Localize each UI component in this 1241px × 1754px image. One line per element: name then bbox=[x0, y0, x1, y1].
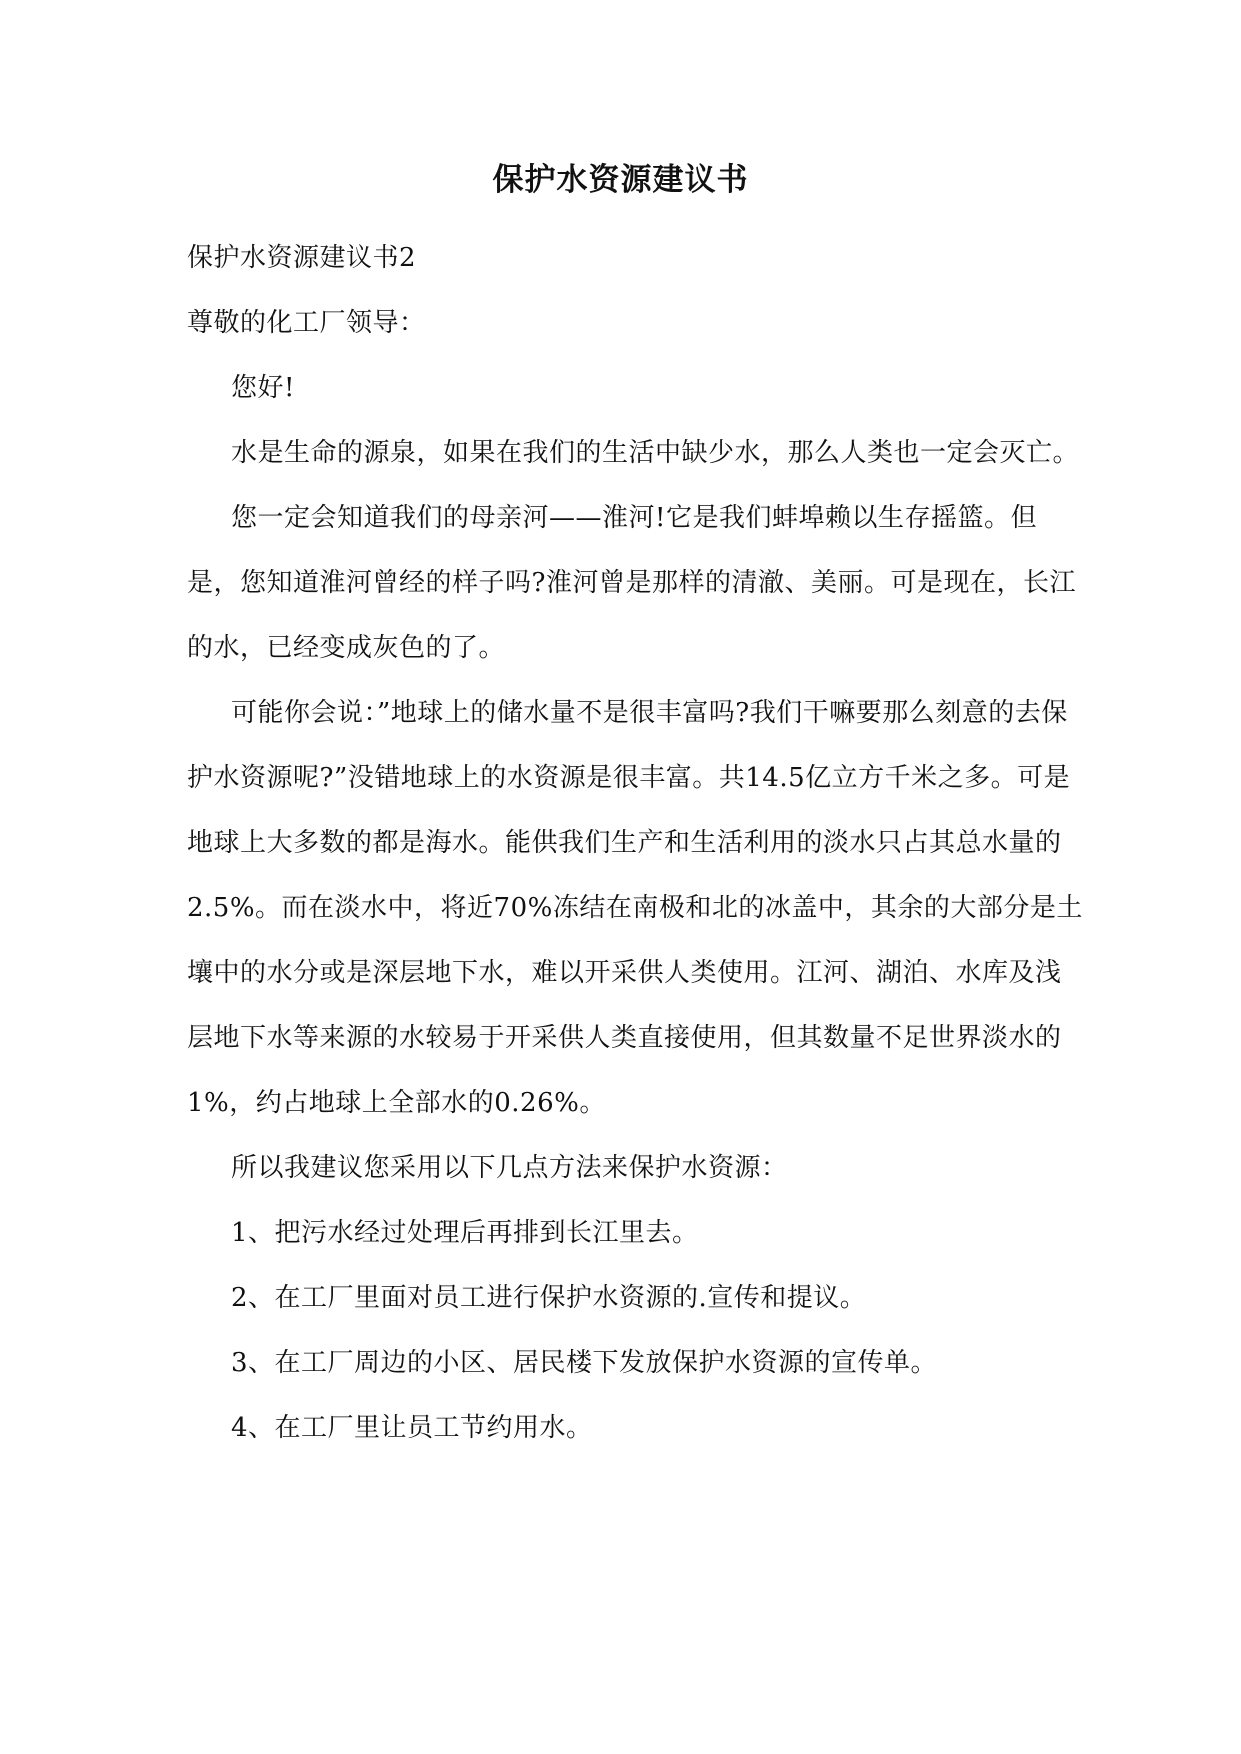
paragraph-suggestion-intro: 所以我建议您采用以下几点方法来保护水资源： bbox=[231, 1153, 788, 1183]
greeting: 您好! bbox=[231, 373, 295, 403]
list-item: 4、在工厂里让员工节约用水。 bbox=[231, 1413, 593, 1443]
list-item: 1、把污水经过处理后再排到长江里去。 bbox=[231, 1218, 699, 1248]
document-title: 保护水资源建议书 bbox=[492, 162, 749, 198]
document-subtitle: 保护水资源建议书2 bbox=[187, 243, 417, 273]
paragraph-water-statistics: 可能你会说：”地球上的储水量不是很丰富吗?我们干嘛要那么刻意的去保护水资源呢?”没错地球上的水资源是很丰富。共14.5亿立方千米之多。可是地球上大多数的都是海水。能供我们生产和生活利用的淡水只占其总水量的2.5%。而在淡水中，将近70%冻结在南极和北的冰盖中，其余的大部分是土壤中的水分或是深层地下水，难以开采供人类使用。江河、湖泊、水库及浅层地下水等来源的水较易于开采供人类直接使用，但其数量不足世界淡水的1%，约占地球上全部水的0.26%。 bbox=[187, 698, 1083, 1118]
list-item: 3、在工厂周边的小区、居民楼下发放保护水资源的宣传单。 bbox=[231, 1348, 938, 1378]
list-item: 2、在工厂里面对员工进行保护水资源的.宣传和提议。 bbox=[231, 1283, 867, 1313]
paragraph-huai-river: 您一定会知道我们的母亲河——淮河!它是我们蚌埠赖以生存摇篮。但是，您知道淮河曾经的样子吗?淮河曾是那样的清澈、美丽。可是现在，长江的水，已经变成灰色的了。 bbox=[187, 503, 1076, 663]
document-body bbox=[187, 226, 1087, 1461]
paragraph-water-source: 水是生命的源泉，如果在我们的生活中缺少水，那么人类也一定会灭亡。 bbox=[231, 438, 1080, 468]
salutation: 尊敬的化工厂领导： bbox=[187, 308, 426, 338]
